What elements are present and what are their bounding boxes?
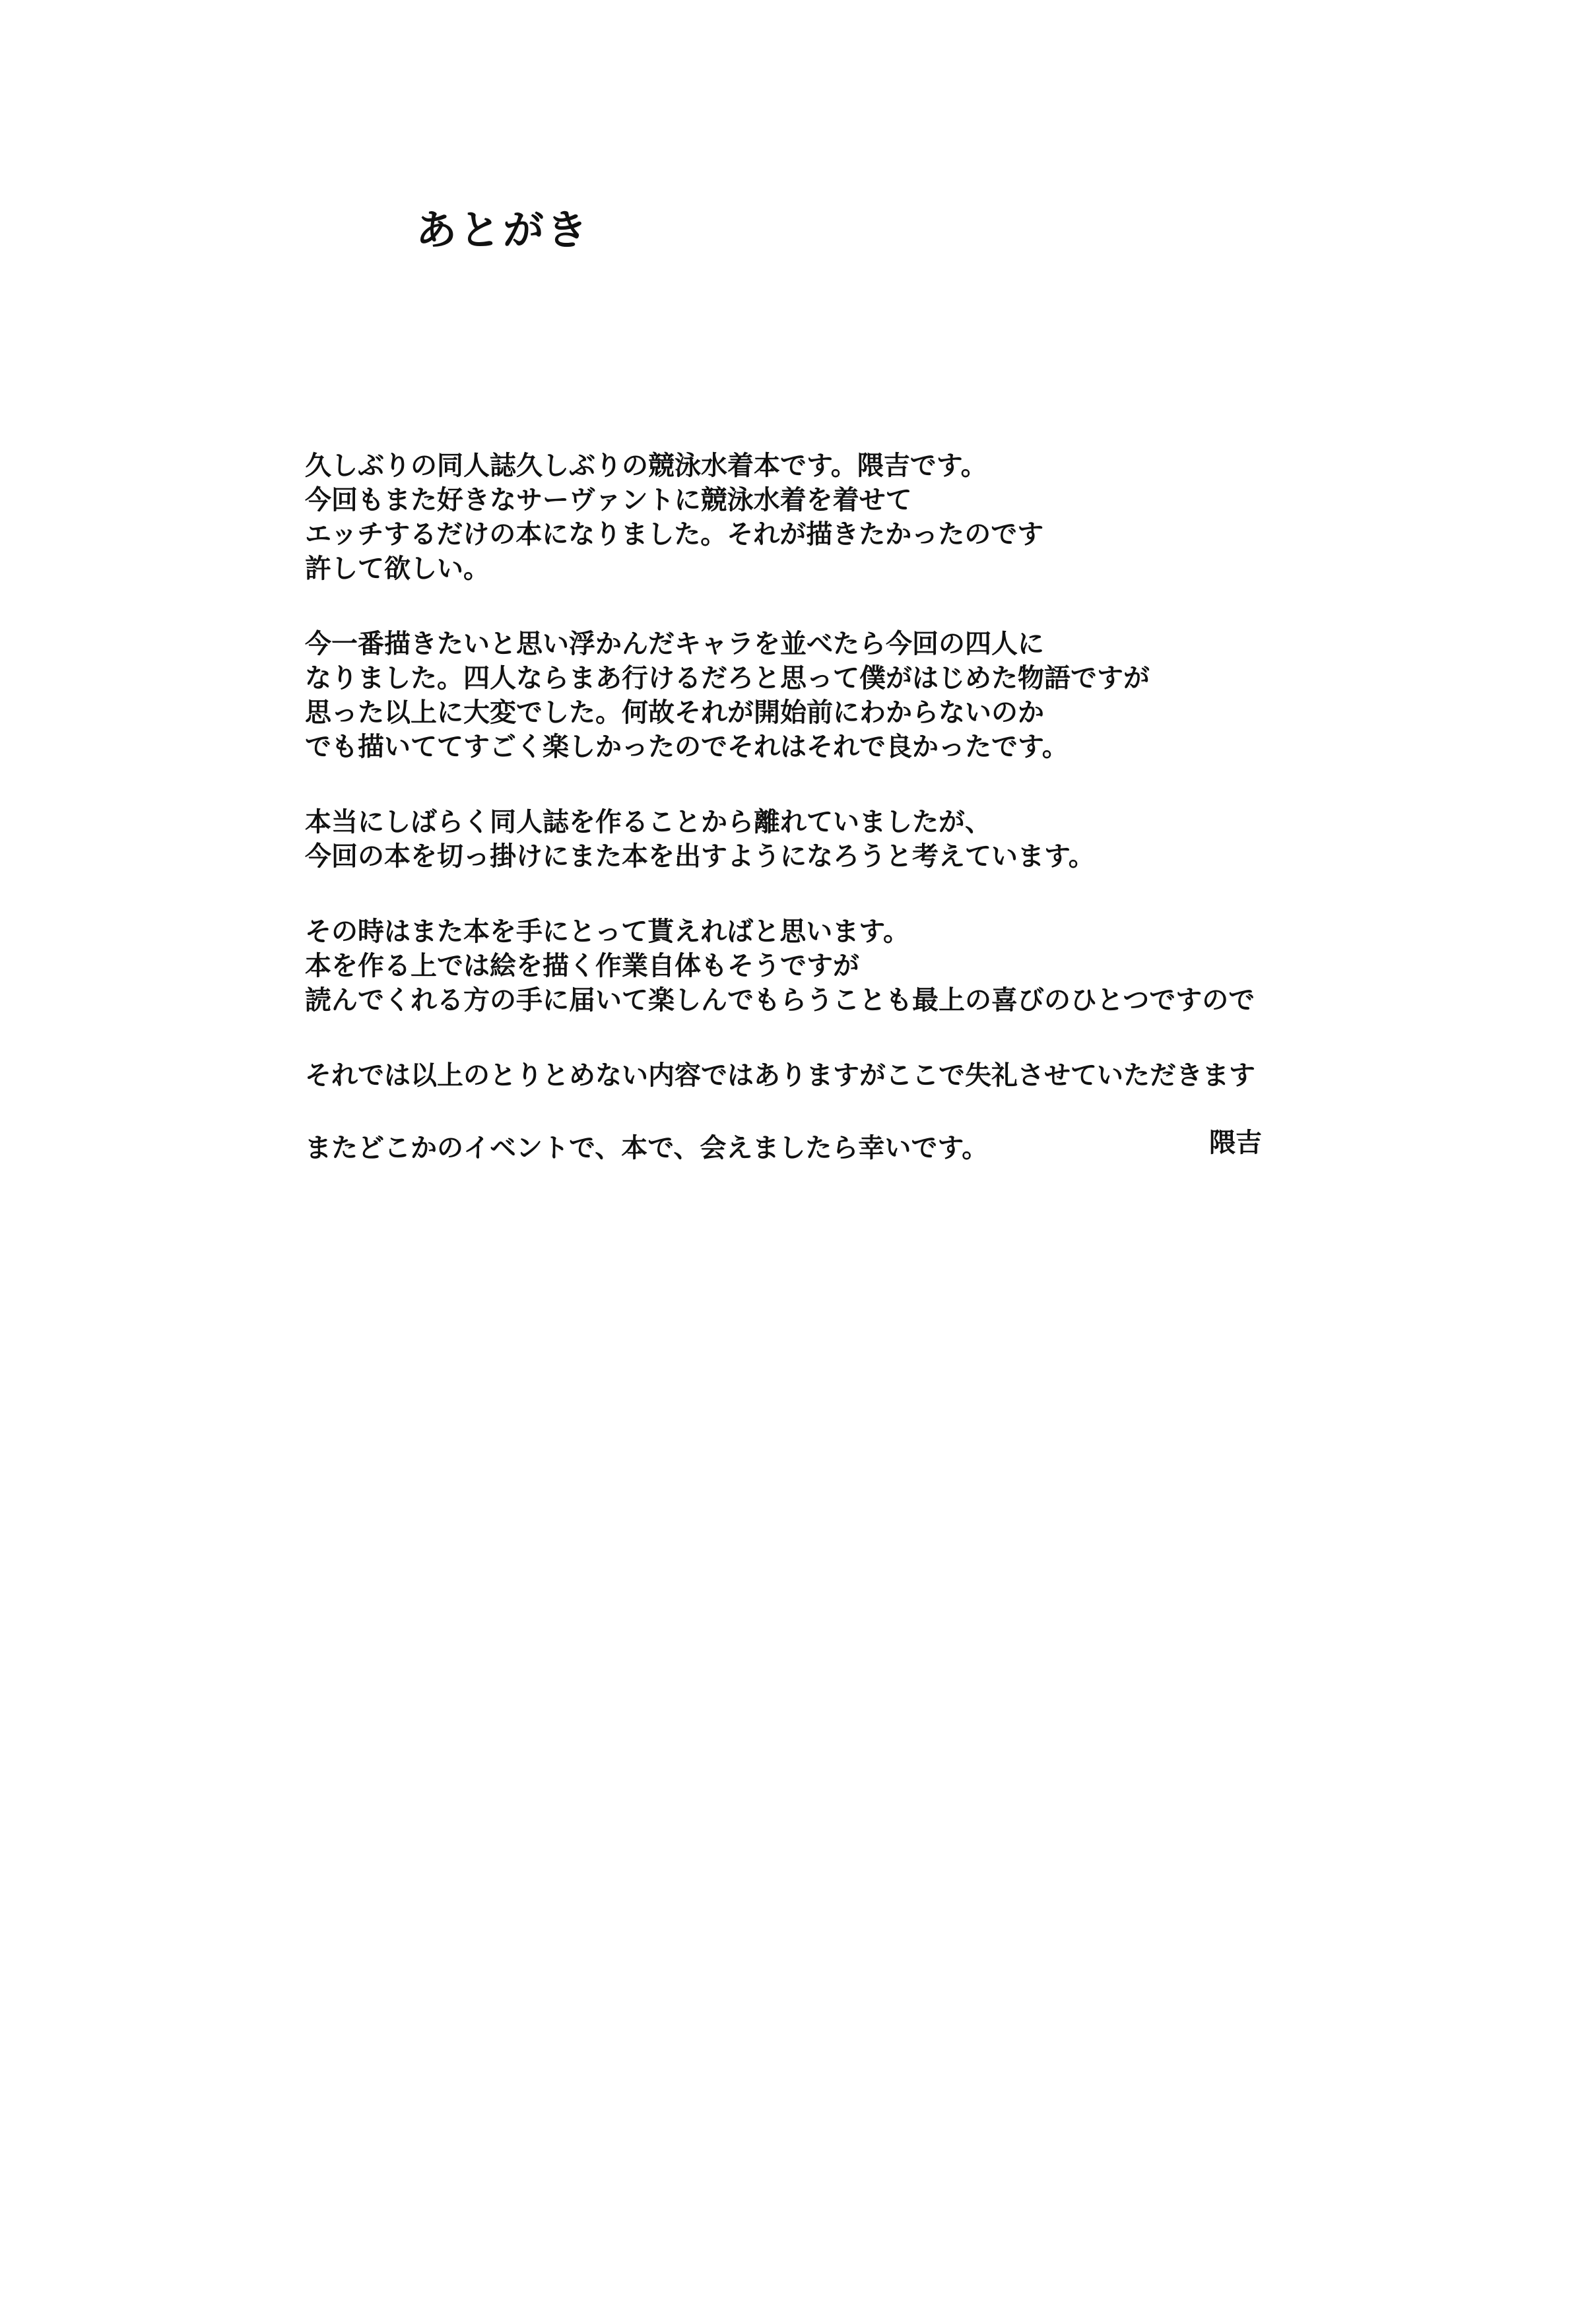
text-line: でも描いててすごく楽しかったのでそれはそれで良かったです。 <box>305 732 1069 762</box>
paragraph <box>305 1128 1559 1165</box>
text-line: その時はまた本を手にとって貰えればと思います。 <box>305 917 909 947</box>
text-line: 久しぶりの同人誌久しぶりの競泳水着本です。隈吉です。 <box>305 451 987 481</box>
paragraph <box>305 449 1559 586</box>
text-line: それでは以上のとりとめない内容ではありますがここで失礼させていただきます <box>305 1060 1255 1091</box>
text-line: 今回もまた好きなサーヴァントに競泳水着を着せて <box>305 485 912 515</box>
paragraph <box>305 805 1559 874</box>
text-line: 思った以上に大変でした。何故それが開始前にわからないのか <box>305 697 1044 728</box>
text-line: エッチするだけの本になりました。それが描きたかったのです <box>305 519 1044 550</box>
paragraph <box>305 1058 1559 1093</box>
page-title: あとがき <box>416 206 591 254</box>
text-line: 本当にしばらく同人誌を作ることから離れていましたが、 <box>305 807 991 837</box>
text-line: 許して欲しい。 <box>305 554 490 584</box>
text-line: 今一番描きたいと思い浮かんだキャラを並べたら今回の四人に <box>305 629 1044 659</box>
text-line: 今回の本を切っ掛けにまた本を出すようになろうと考えています。 <box>305 841 1095 872</box>
afterword-body <box>305 449 1559 1206</box>
paragraph <box>305 915 1559 1017</box>
text-line: またどこかのイベントで、本で、会えましたら幸いです。 <box>305 1133 989 1163</box>
text-line: なりました。四人ならまあ行けるだろと思って僕がはじめた物語ですが <box>305 663 1150 694</box>
text-line: 読んでくれる方の手に届いて楽しんでもらうことも最上の喜びのひとつですので <box>305 985 1255 1016</box>
text-line: 本を作る上では絵を描く作業自体もそうですが <box>305 951 859 981</box>
paragraph <box>305 627 1559 764</box>
author-signature: 隈吉 <box>1209 1128 1262 1158</box>
